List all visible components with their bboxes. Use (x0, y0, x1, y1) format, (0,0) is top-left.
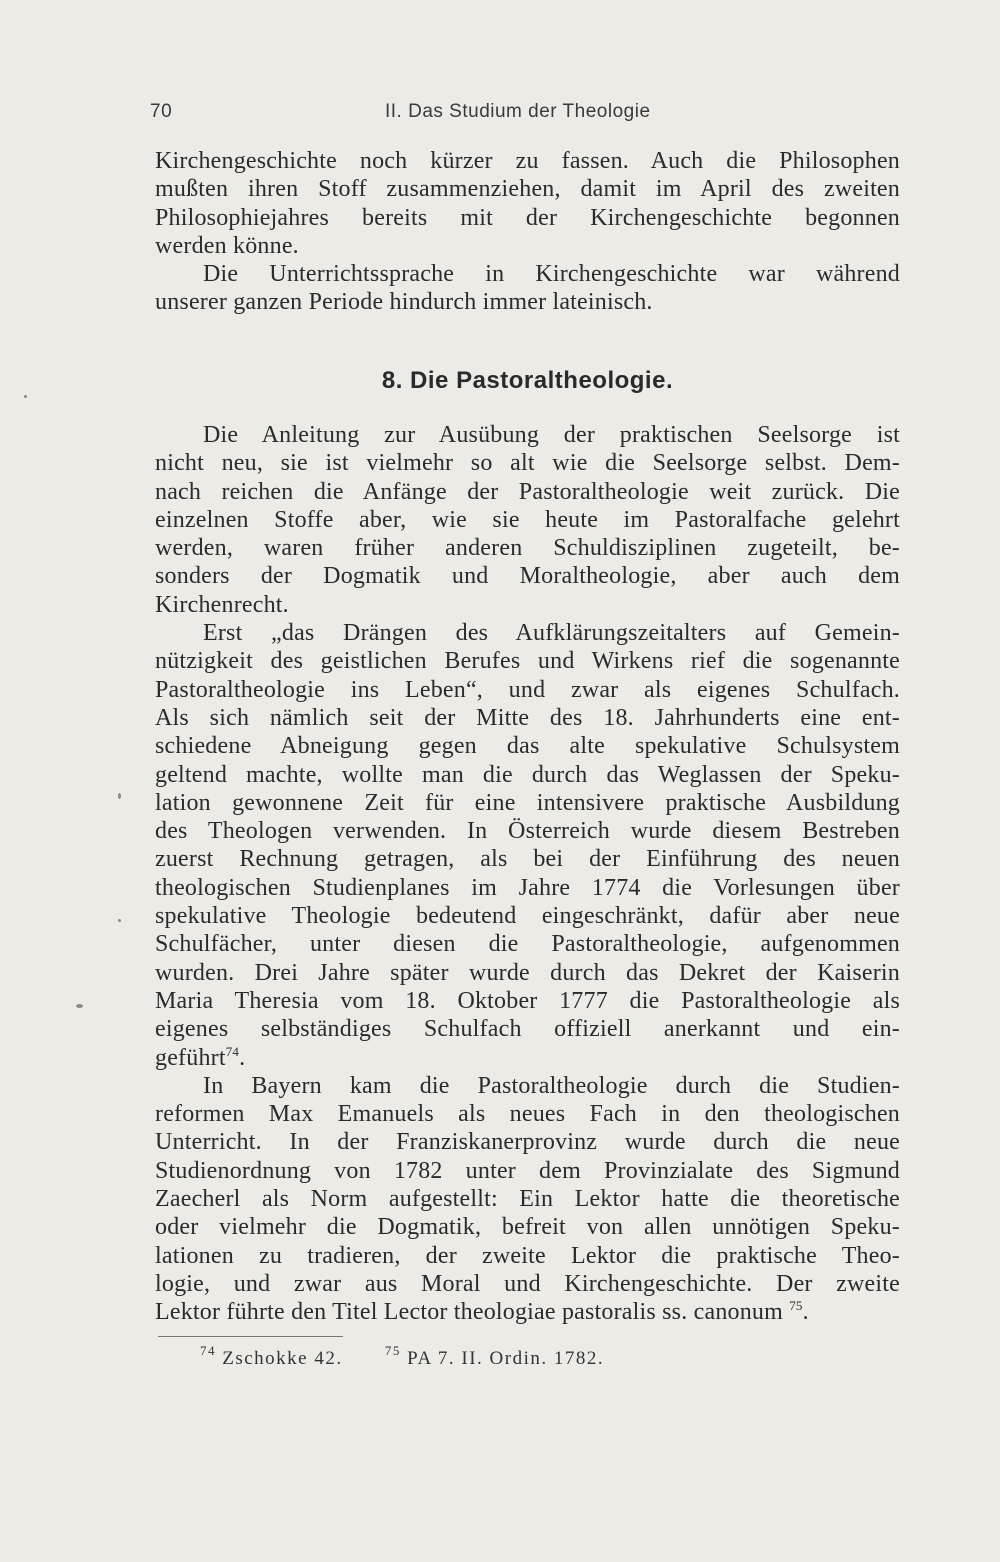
text-line: schiedene Abneigung gegen das alte spekulative Schulsystem (155, 733, 900, 760)
text-line: Erst „das Drängen des Aufklärungszeitalters auf Gemein- (203, 620, 900, 647)
text-line: In Bayern kam die Pastoraltheologie durch die Studien- (203, 1072, 900, 1099)
text-fragment: geführt (155, 1044, 226, 1071)
text-line: theologischen Studienplanes im Jahre 1774 die Vorlesungen über (155, 874, 900, 901)
text-block-top (155, 147, 900, 317)
footnote-number: 75 (384, 1343, 401, 1358)
footnote-divider (158, 1336, 343, 1337)
text-line: Die Anleitung zur Ausübung der praktischen Seelsorge ist (203, 422, 900, 448)
text-line: lationen zu tradieren, der zweite Lektor die praktische Theo- (155, 1242, 900, 1269)
footnote-number: 74 (200, 1343, 216, 1358)
text-line: Die Unterrichtssprache in Kirchengeschichte war während (203, 261, 900, 288)
footnote-text: PA 7. II. Ordin. 1782. (407, 1348, 605, 1369)
text-line: zuerst Rechnung getragen, als bei der Einführung des neuen (155, 846, 900, 873)
text-line: werden könne. (155, 232, 299, 259)
text-line: wurden. Drei Jahre später wurde durch das Dekret der Kaiserin (155, 959, 900, 986)
text-block-main (155, 421, 900, 1327)
text-line: Schulfächer, unter diesen die Pastoraltheologie, aufgenommen (155, 931, 900, 958)
text-line: Unterricht. In der Franziskanerprovinz wurde durch die neue (155, 1129, 900, 1156)
section-heading: 8. Die Pastoraltheologie. (381, 367, 674, 394)
text-line: eigenes selbständiges Schulfach offiziell anerkannt und ein- (155, 1016, 900, 1043)
paper-speck (76, 1004, 83, 1008)
text-line: Maria Theresia vom 18. Oktober 1777 die Pastoraltheologie als (155, 987, 900, 1014)
text-line: geltend machte, wollte man die durch das Weglassen der Speku- (155, 761, 900, 788)
text-line: einzelnen Stoffe aber, wie sie heute im Pastoralfache gelehrt (155, 506, 900, 533)
footnote (200, 1343, 343, 1370)
text-line: Philosophiejahres bereits mit der Kirchengeschichte begonnen (155, 204, 900, 231)
footnote-reference[interactable]: 74 (225, 1043, 240, 1059)
text-line: Zaecherl als Norm aufgestellt: Ein Lektor hatte die theoretische (155, 1186, 900, 1213)
text-line: sonders der Dogmatik und Moraltheologie, aber auch dem (155, 563, 900, 590)
text-line: nach reichen die Anfänge der Pastoraltheologie weit zurück. Die (155, 478, 900, 505)
text-line: des Theologen verwenden. In Österreich wurde diesem Bestreben (155, 818, 900, 845)
text-line: lation gewonnene Zeit für eine intensivere praktische Ausbildung (155, 789, 900, 816)
text-line: spekulative Theologie bedeutend eingeschränkt, dafür aber neue (155, 903, 900, 930)
page-number: 70 (150, 101, 173, 122)
text-line: geführt$^{74}$. (155, 1043, 246, 1071)
running-head (150, 101, 900, 129)
text-line: reformen Max Emanuels als neues Fach in den theologischen (155, 1101, 900, 1128)
text-line: nützigkeit des geistlichen Berufes und Wirkens rief die sogenannte (155, 648, 900, 675)
footnote-text: Zschokke 42. (222, 1348, 343, 1369)
text-line: oder vielmehr die Dogmatik, befreit von allen unnötigen Speku- (155, 1214, 900, 1241)
footnote-reference[interactable]: 75 (789, 1298, 803, 1314)
running-title: II. Das Studium der Theologie (385, 101, 651, 122)
text-line: werden, waren früher anderen Schuldisziplinen zugeteilt, be- (155, 535, 900, 562)
text-line: logie, und zwar aus Moral und Kirchengeschichte. Der zweite (155, 1270, 900, 1297)
footnote (384, 1343, 605, 1370)
text-line (155, 1298, 900, 1326)
paper-speck (118, 919, 121, 922)
paper-speck (118, 793, 121, 799)
paper-speck (24, 395, 27, 398)
text-line: Kirchengeschichte noch kürzer zu fassen. Auch die Philosophen (155, 148, 900, 174)
text-line: Studienordnung von 1782 unter dem Provinzialate des Sigmund (155, 1157, 900, 1184)
text-line: Pastoraltheologie ins Leben“, und zwar als eigenes Schulfach. (155, 676, 900, 703)
text-line: Kirchenrecht. (155, 591, 289, 618)
footnotes (200, 1343, 605, 1370)
text-line: unserer ganzen Periode hindurch immer lateinisch. (155, 289, 653, 316)
text-fragment: . (802, 1299, 809, 1326)
text-line: mußten ihren Stoff zusammenziehen, damit im April des zweiten (155, 176, 900, 203)
text-line: nicht neu, sie ist vielmehr so alt wie die Seelsorge selbst. Dem- (155, 450, 900, 477)
text-line: Als sich nämlich seit der Mitte des 18. Jahrhunderts eine ent- (155, 704, 900, 731)
text-fragment: Lektor führte den Titel Lector theologiae pastoralis ss. canonum (155, 1299, 783, 1326)
